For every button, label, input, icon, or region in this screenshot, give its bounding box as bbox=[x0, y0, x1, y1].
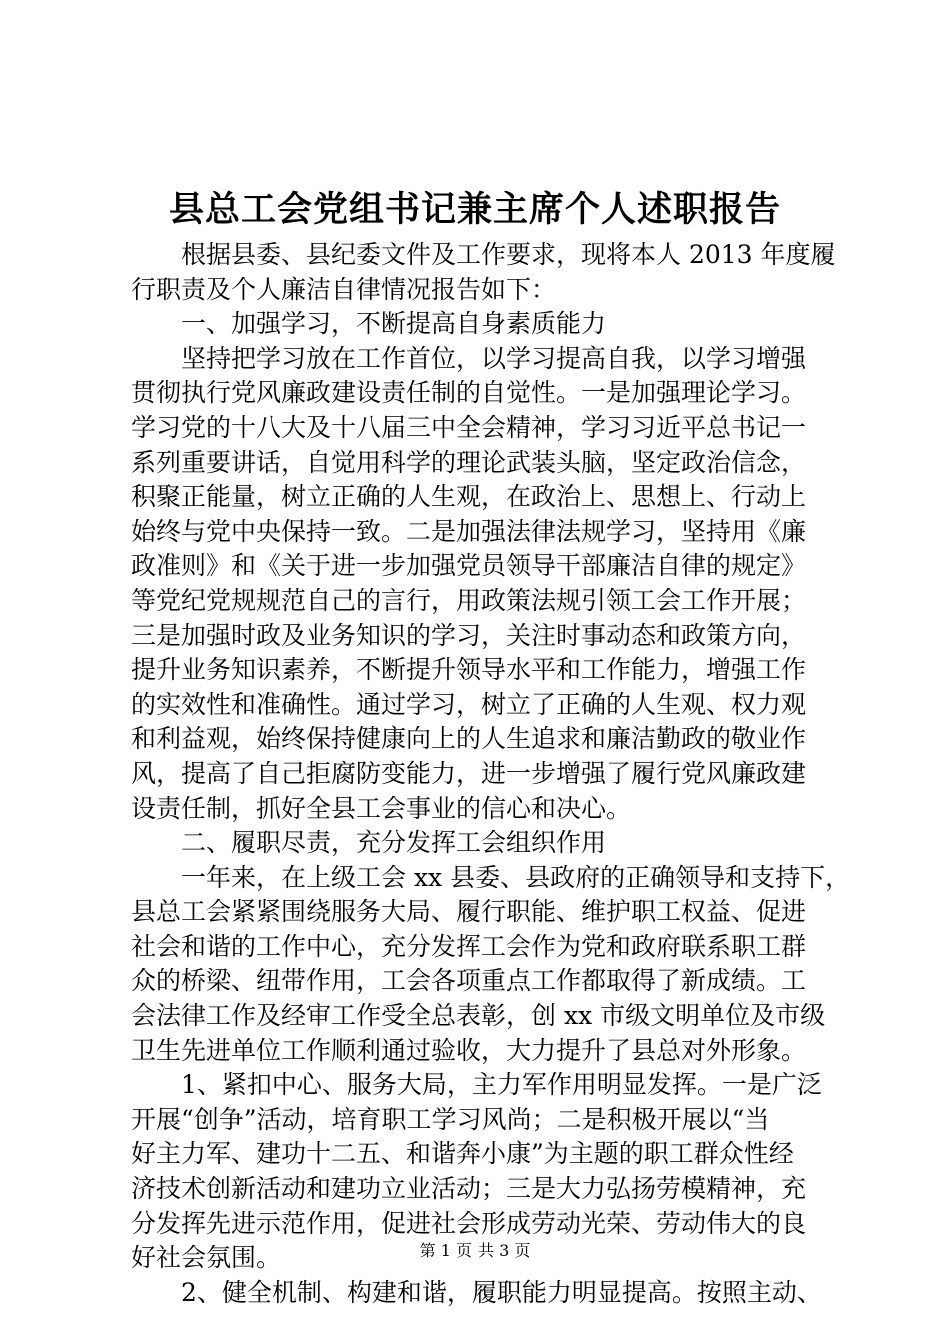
text-line: 一、加强学习，不断提高自身素质能力 bbox=[181, 309, 607, 339]
text-line: 济技术创新活动和建功立业活动；三是大力弘扬劳模精神，充 bbox=[131, 1174, 807, 1204]
page-footer bbox=[0, 1240, 950, 1262]
text-line: 卫生先进单位工作顺利通过验收，大力提升了县总对外形象。 bbox=[131, 1035, 807, 1065]
text-line: 系列重要讲话，自觉用科学的理论武装头脑，坚定政治信念， bbox=[131, 447, 807, 477]
text-line: 三是加强时政及业务知识的学习，关注时事动态和政策方向， bbox=[131, 620, 807, 650]
text-line: 社会和谐的工作中心，充分发挥工会作为党和政府联系职工群 bbox=[131, 931, 807, 961]
text-line: 根据县委、县纪委文件及工作要求，现将本人 2013 年度履 bbox=[181, 240, 836, 269]
text-line: 2、健全机制、构建和谐，履职能力明显提高。按照主动、 bbox=[181, 1277, 822, 1307]
text-line: 贯彻执行党风廉政建设责任制的自觉性。一是加强理论学习。 bbox=[131, 378, 807, 408]
text-line: 积聚正能量，树立正确的人生观，在政治上、思想上、行动上 bbox=[131, 482, 807, 512]
text-line: 设责任制，抓好全县工会事业的信心和决心。 bbox=[131, 793, 632, 823]
text-line: 等党纪党规规范自己的言行，用政策法规引领工会工作开展； bbox=[131, 585, 807, 615]
text-line: 的实效性和准确性。通过学习，树立了正确的人生观、权力观 bbox=[131, 689, 807, 719]
text-line: 开展“创争”活动，培育职工学习风尚；二是积极开展以“当 bbox=[131, 1104, 770, 1134]
text-line: 始终与党中央保持一致。二是加强法律法规学习，坚持用《廉 bbox=[131, 516, 807, 546]
text-line: 县总工会紧紧围绕服务大局、履行职能、维护职工权益、促进 bbox=[131, 897, 807, 927]
text-line: 一年来，在上级工会 xx 县委、县政府的正确领导和支持下， bbox=[181, 862, 851, 892]
document-body bbox=[131, 238, 851, 1310]
text-line: 和利益观，始终保持健康向上的人生追求和廉洁勤政的敬业作 bbox=[131, 724, 807, 754]
text-line: 二、履职尽责，充分发挥工会组织作用 bbox=[181, 828, 607, 858]
text-line: 坚持把学习放在工作首位，以学习提高自我，以学习增强 bbox=[181, 343, 807, 373]
text-line: 1、紧扣中心、服务大局，主力军作用明显发挥。一是广泛 bbox=[181, 1070, 822, 1100]
text-line: 好主力军、建功十二五、和谐奔小康”为主题的职工群众性经 bbox=[131, 1139, 794, 1169]
text-line: 学习党的十八大及十八届三中全会精神，学习习近平总书记一 bbox=[131, 412, 807, 442]
text-line: 会法律工作及经审工作受全总表彰，创 xx 市级文明单位及市级 bbox=[131, 1001, 826, 1031]
text-line: 分发挥先进示范作用，促进社会形成劳动光荣、劳动伟大的良 bbox=[131, 1208, 807, 1238]
page-number-current: 第 1 页 bbox=[419, 1241, 472, 1260]
text-line: 行职责及个人廉洁自律情况报告如下： bbox=[131, 274, 557, 304]
text-line: 众的桥梁、纽带作用，工会各项重点工作都取得了新成绩。工 bbox=[131, 966, 807, 996]
document-title: 县总工会党组书记兼主席个人述职报告 bbox=[168, 189, 781, 230]
text-line: 政准则》和《关于进一步加强党员领导干部廉洁自律的规定》 bbox=[131, 551, 807, 581]
page-number-total: 共 3 页 bbox=[478, 1241, 531, 1260]
text-line: 风，提高了自己拒腐防变能力，进一步增强了履行党风廉政建 bbox=[131, 758, 807, 788]
text-line: 好社会氛围。 bbox=[131, 1243, 282, 1273]
text-line: 提升业务知识素养，不断提升领导水平和工作能力，增强工作 bbox=[131, 655, 807, 685]
